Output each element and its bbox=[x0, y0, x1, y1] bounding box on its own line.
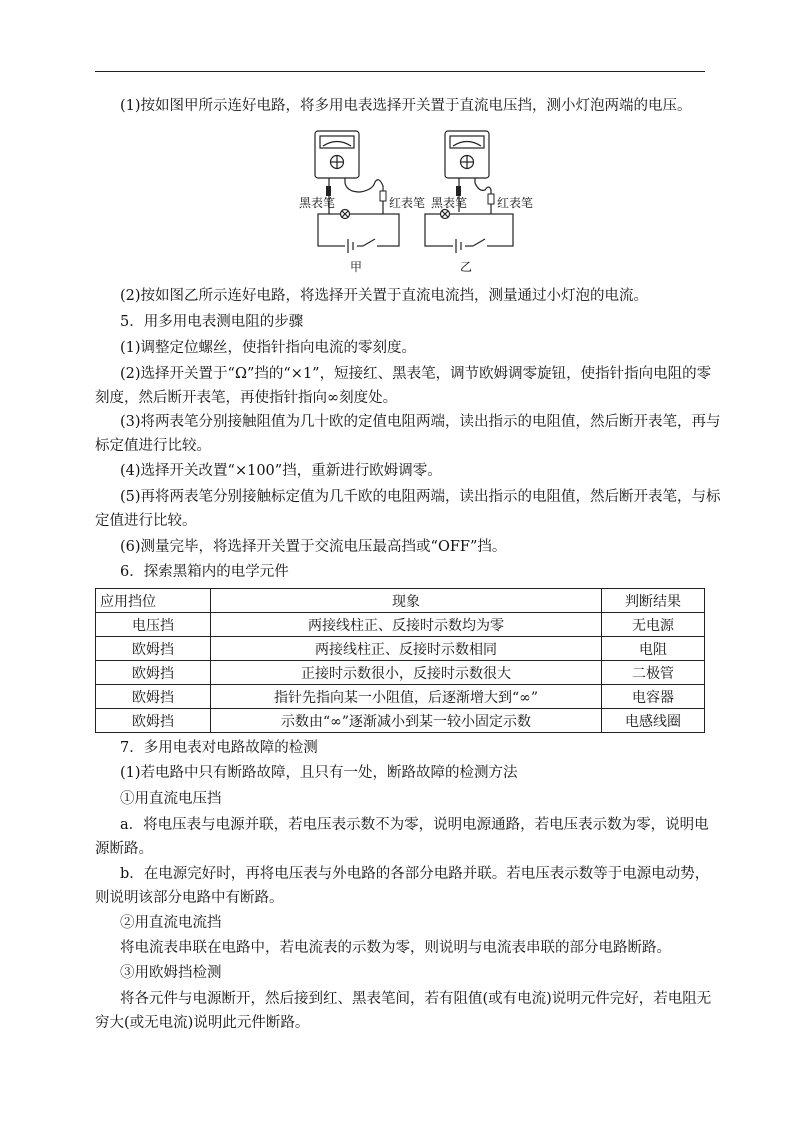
section-5-line-5a: (5)再将两表笔分别接触标定值为几千欧的电阻两端，读出指示的电阻值，然后断开表笔，与标 bbox=[120, 489, 721, 505]
section-6-title: 6．探索黑箱内的电学元件 bbox=[120, 564, 289, 580]
section-7-sub-1: ①用直流电压挡 bbox=[120, 791, 222, 807]
cell-result: 二极管 bbox=[602, 661, 705, 685]
figure-label-b: 乙 bbox=[460, 260, 473, 274]
cell-result: 电容器 bbox=[602, 685, 705, 709]
section-5-line-4: (4)选择开关改置“×100”挡，重新进行欧姆调零。 bbox=[120, 463, 442, 479]
cell-phenomenon: 两接线柱正、反接时示数相同 bbox=[211, 637, 602, 661]
section-7-d-line-2: 穷大(或无电流)说明此元件断路。 bbox=[95, 1015, 310, 1031]
section-7-sub-3: ③用欧姆挡检测 bbox=[120, 965, 222, 981]
cell-mode: 欧姆挡 bbox=[96, 685, 211, 709]
section-7-line-1: (1)若电路中只有断路故障，且只有一处，断路故障的检测方法 bbox=[120, 765, 518, 781]
cell-mode: 电压挡 bbox=[96, 613, 211, 637]
cell-result: 电阻 bbox=[602, 637, 705, 661]
black-box-table bbox=[95, 588, 705, 733]
section-7-sub-2: ②用直流电流挡 bbox=[120, 915, 222, 931]
paragraph-step-2: (2)按如图乙所示连好电路，将选择开关置于直流电流挡，测量通过小灯泡的电流。 bbox=[120, 288, 649, 304]
cell-mode: 欧姆挡 bbox=[96, 709, 211, 733]
table-row bbox=[96, 685, 705, 709]
multimeter-b-icon bbox=[445, 131, 489, 178]
cell-phenomenon: 示数由“∞”逐渐减小到某一较小固定示数 bbox=[211, 709, 602, 733]
black-probe-label-b: 黑表笔 bbox=[431, 196, 468, 210]
red-probe-label-a: 红表笔 bbox=[389, 196, 426, 210]
black-probe-label-a: 黑表笔 bbox=[299, 196, 336, 210]
paragraph-step-1: (1)按如图甲所示连好电路，将多用电表选择开关置于直流电压挡，测小灯泡两端的电压。 bbox=[120, 98, 692, 114]
cell-phenomenon: 两接线柱正、反接时示数均为零 bbox=[211, 613, 602, 637]
circuit-figure bbox=[295, 128, 535, 278]
cell-phenomenon: 正接时示数很小，反接时示数很大 bbox=[211, 661, 602, 685]
section-7-a-line-1: a．将电压表与电源并联，若电压表示数不为零，说明电源通路，若电压表示数为零，说明电 bbox=[120, 817, 709, 833]
table-row bbox=[96, 709, 705, 733]
header-mode: 应用挡位 bbox=[96, 589, 211, 613]
cell-mode: 欧姆挡 bbox=[96, 661, 211, 685]
table-row bbox=[96, 613, 705, 637]
section-7-title: 7．多用电表对电路故障的检测 bbox=[120, 740, 318, 756]
section-5-line-3a: (3)将两表笔分别接触阻值为几十欧的定值电阻两端，读出指示的电阻值，然后断开表笔，再与 bbox=[120, 414, 721, 430]
header-result: 判断结果 bbox=[602, 589, 705, 613]
header-rule bbox=[95, 71, 705, 72]
section-5-line-2b: 刻度，然后断开表笔，再使指针指向∞刻度处。 bbox=[95, 390, 398, 406]
section-5-line-3b: 标定值进行比较。 bbox=[95, 438, 211, 454]
table-row bbox=[96, 661, 705, 685]
cell-mode: 欧姆挡 bbox=[96, 637, 211, 661]
cell-phenomenon: 指针先指向某一小阻值，后逐渐增大到“∞” bbox=[211, 685, 602, 709]
cell-result: 电感线圈 bbox=[602, 709, 705, 733]
section-7-d-line-1: 将各元件与电源断开，然后接到红、黑表笔间，若有阻值(或有电流)说明元件完好，若电阻无 bbox=[120, 991, 712, 1007]
header-phenomenon: 现象 bbox=[211, 589, 602, 613]
section-5-title: 5．用多用电表测电阻的步骤 bbox=[120, 314, 304, 330]
section-5-line-2a: (2)选择开关置于“Ω”挡的“×1”，短接红、黑表笔，调节欧姆调零旋钮，使指针指向电阻的零 bbox=[120, 366, 712, 382]
section-7-c-line-1: 将电流表串联在电路中，若电流表的示数为零，则说明与电流表串联的部分电路断路。 bbox=[120, 940, 671, 956]
section-5-line-5b: 定值进行比较。 bbox=[95, 513, 197, 529]
figure-label-a: 甲 bbox=[350, 260, 363, 274]
section-7-b-line-1: b．在电源完好时，再将电压表与外电路的各部分电路并联。若电压表示数等于电源电动势， bbox=[120, 866, 710, 882]
table-row bbox=[96, 637, 705, 661]
section-5-line-6: (6)测量完毕，将选择开关置于交流电压最高挡或“OFF”挡。 bbox=[120, 539, 507, 555]
section-7-b-line-2: 则说明该部分电路中有断路。 bbox=[95, 890, 284, 906]
multimeter-a-icon bbox=[315, 131, 359, 178]
red-probe-label-b: 红表笔 bbox=[497, 196, 534, 210]
table-header-row bbox=[96, 589, 705, 613]
section-5-line-1: (1)调整定位螺丝，使指针指向电流的零刻度。 bbox=[120, 340, 417, 356]
cell-result: 无电源 bbox=[602, 613, 705, 637]
section-7-a-line-2: 源断路。 bbox=[95, 841, 153, 857]
